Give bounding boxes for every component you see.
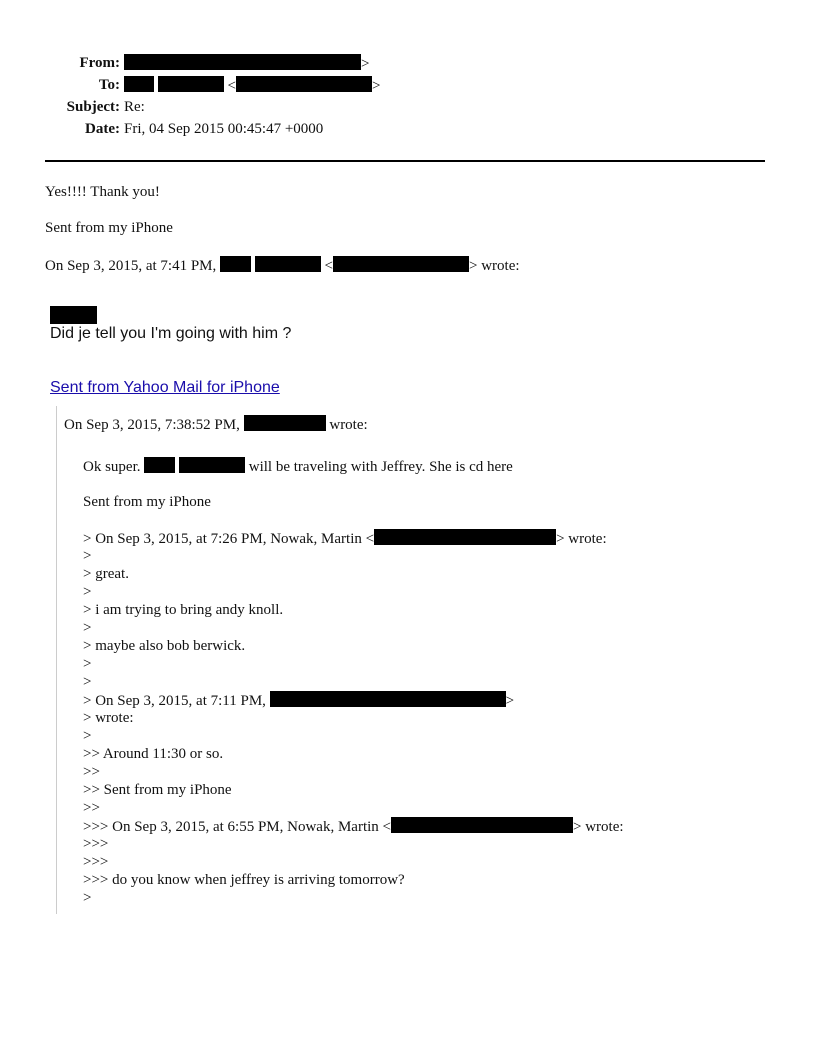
to-gt: > [371,78,381,94]
from-value [124,54,369,73]
quote-border [56,406,57,914]
quoted-line: > [83,620,92,636]
quoted-line: >>> [83,854,109,870]
quoted-line-suffix: > [505,693,515,709]
quoted-line: > [83,890,92,906]
quoted-line: >>> [83,836,109,852]
quoted-line: >> Around 11:30 or so. [83,746,224,762]
redacted-traveler-last-name [179,457,245,473]
quoted-line: >>> do you know when jeffrey is arriving tomorrow? [83,872,405,888]
redacted-martin-address [374,529,556,545]
quote1-attribution [45,256,520,275]
message2-text: Did je tell you I'm going with him ? [50,325,292,342]
quoted-signature: Sent from my iPhone [83,494,211,510]
reply-signature: Sent from my iPhone [45,220,173,236]
subject-value: Re: [124,99,145,115]
quoted-line: > [83,656,92,672]
redacted-greeting-name [50,306,97,324]
quoted-line: > [83,674,92,690]
quoted-attribution-suffix: wrote: [329,417,368,433]
quoted-line-suffix: > wrote: [573,819,624,835]
quoted-line: > [83,584,92,600]
redacted-martin-address-2 [391,817,573,833]
quoted-line: > maybe also bob berwick. [83,638,246,654]
redacted-from-address [124,54,361,70]
from-label: From: [79,55,120,71]
yahoo-mail-link[interactable]: Sent from Yahoo Mail for iPhone [50,379,280,396]
redacted-to-last-name [158,76,224,92]
quoted-line [83,529,607,548]
date-label: Date: [85,121,120,137]
header-divider [45,160,765,162]
quoted-line-prefix: > On Sep 3, 2015, at 7:26 PM, Nowak, Martin < [83,531,375,547]
subject-label: Subject: [66,99,120,115]
quoted-line-ok-super [83,457,513,476]
quoted-line: >> Sent from my iPhone [83,782,232,798]
redacted-traveler-first-name [144,457,175,473]
quoted-line: > [83,728,92,744]
redacted-to-first-name [124,76,154,92]
redacted-sender-first-name [220,256,251,272]
quoted-line: > wrote: [83,710,134,726]
quote1-suffix: > wrote: [468,258,520,274]
date-value: Fri, 04 Sep 2015 00:45:47 +0000 [124,121,324,137]
quoted-attribution [64,415,368,434]
redacted-sender-address-2 [270,691,506,707]
quote1-prefix: On Sep 3, 2015, at 7:41 PM, [45,258,217,274]
quoted-line-suffix: > wrote: [556,531,607,547]
quoted-line1-prefix: Ok super. [83,459,141,475]
to-value [124,76,380,95]
redacted-sender-address [333,256,469,272]
quoted-line [83,691,514,710]
from-gt: > [361,56,370,72]
quoted-line: >> [83,764,100,780]
quote1-lt: < [324,258,333,274]
quoted-line: > [83,548,92,564]
redacted-greeting [50,306,97,327]
quoted-line: >> [83,800,100,816]
to-label: To: [98,77,120,93]
quoted-line: > i am trying to bring andy knoll. [83,602,284,618]
quoted-line: > great. [83,566,129,582]
quoted-attribution-prefix: On Sep 3, 2015, 7:38:52 PM, [64,417,240,433]
redacted-to-address [236,76,372,92]
redacted-quoted-sender [244,415,326,431]
quoted-line1-suffix: will be traveling with Jeffrey. She is cd here [248,459,513,475]
quoted-line-prefix: >>> On Sep 3, 2015, at 6:55 PM, Nowak, Martin < [83,819,391,835]
reply-text: Yes!!!! Thank you! [45,184,160,200]
quoted-line-prefix: > On Sep 3, 2015, at 7:11 PM, [83,693,266,709]
redacted-sender-last-name [255,256,321,272]
quoted-line [83,817,624,836]
to-lt: < [227,78,236,94]
